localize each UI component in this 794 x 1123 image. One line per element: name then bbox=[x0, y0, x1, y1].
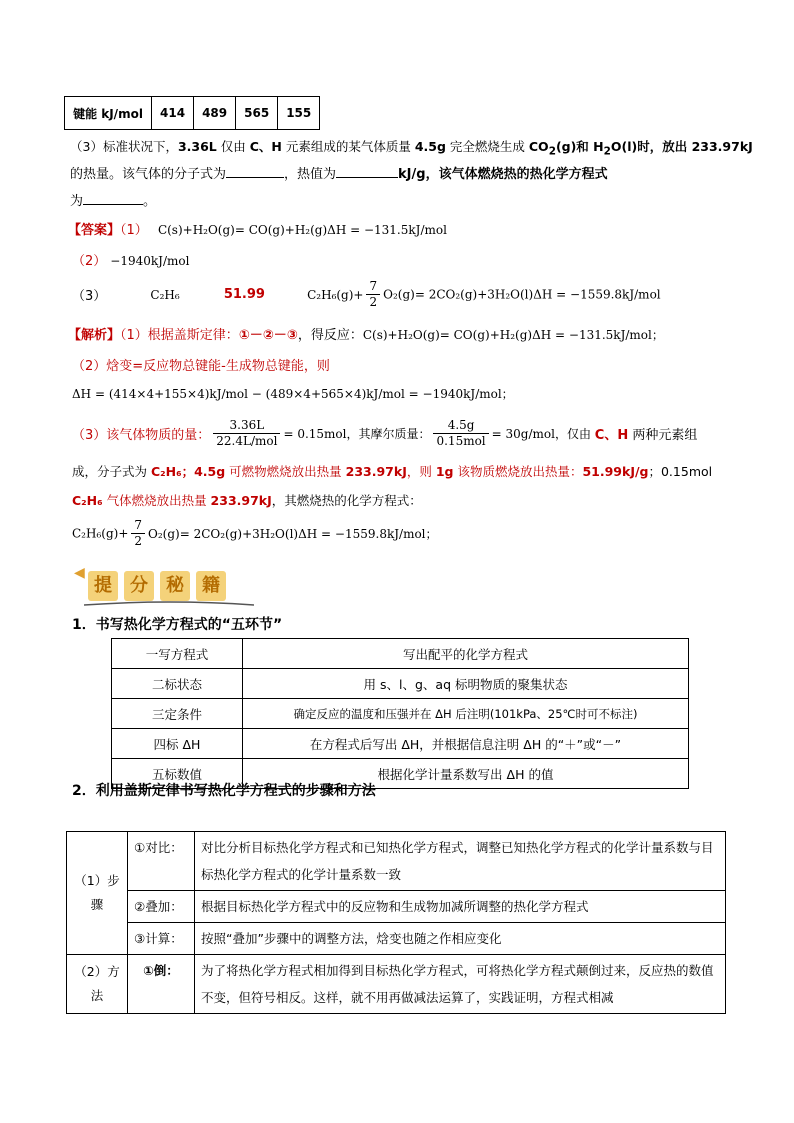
fraction: $\frac{7}{2}$ bbox=[131, 518, 145, 549]
fraction: $\frac{7}{2}$ bbox=[366, 279, 380, 310]
analysis-line-4: （3）该气体物质的量： $\frac{3.36L}{\text{22.4L/mol}}$ = 0.15mol，其摩尔质量： $\frac{4.5g}{\text{0.15mol}}$ = 30g/mol，仅由 C、H 两种元素组 bbox=[72, 418, 698, 448]
analysis-tag: 【解析】 bbox=[68, 328, 121, 343]
answer-tag: 【答案】 bbox=[68, 223, 121, 238]
table-row: ②叠加： 根据目标热化学方程式中的反应物和生成物加减所调整的热化学方程式 bbox=[67, 891, 726, 923]
question-3-line-3: 为 。 bbox=[70, 190, 156, 209]
banner-char: 秘 bbox=[160, 571, 190, 601]
banner-char: 籍 bbox=[196, 571, 226, 601]
table-row: ③计算： 按照“叠加”步骤中的调整方法，焓变也随之作相应变化 bbox=[67, 923, 726, 955]
analysis-line-6: C₂H₆ 气体燃烧放出热量 233.97kJ，其燃烧热的化学方程式： bbox=[72, 493, 422, 508]
section-1-title: 1．书写热化学方程式的“五环节” bbox=[72, 617, 283, 633]
steps-label: （1）步 骤 bbox=[67, 832, 128, 955]
analysis-line-7: C₂H₆(g)+ $\frac{7}{2}$ O₂(g)= 2CO₂(g)+3H₂O(l)ΔH = −1559.8kJ/mol； bbox=[72, 518, 438, 548]
question-3-line-1: （3）标准状况下，3.36L 仅由 C、H 元素组成的某气体质量 4.5g 完全燃烧生成 $CO_2(g)$和 $H_2O(l)$时，放出 233.97kJ bbox=[70, 139, 753, 158]
bond-energy-table bbox=[64, 96, 320, 130]
five-steps-table bbox=[111, 638, 689, 789]
bond-value: 565 bbox=[236, 97, 278, 130]
bond-table-label: 键能 kJ/mol bbox=[65, 97, 152, 130]
answer-blank bbox=[226, 163, 284, 178]
speaker-icon: ◀ bbox=[74, 565, 85, 581]
banner-char: 提 bbox=[88, 571, 118, 601]
banner-underline bbox=[84, 601, 254, 607]
analysis-line-2: （2）焓变=反应物总键能-生成物总键能，则 bbox=[72, 359, 330, 374]
bond-value: 414 bbox=[152, 97, 194, 130]
analysis-line-5: 成，分子式为 C₂H₆；4.5g 可燃物燃烧放出热量 233.97kJ，则 1g 该物质燃烧放出热量：51.99kJ/g；0.15mol bbox=[72, 464, 713, 479]
table-row: 三定条件 确定反应的温度和压强并在 ΔH 后注明(101kPa、25℃时可不标注) bbox=[112, 699, 689, 729]
answer-line-2: （2） −1940kJ/mol bbox=[72, 254, 190, 269]
table-row: 二标状态 用 s、l、g、aq 标明物质的聚集状态 bbox=[112, 669, 689, 699]
hess-law-table bbox=[66, 831, 726, 1014]
answer-line-3: （3） C₂H₆ 51.99 C₂H₆(g)+ $\frac{7}{2}$ O₂(g)= 2CO₂(g)+3H₂O(l)ΔH = −1559.8kJ/mol bbox=[72, 279, 661, 309]
banner-char: 分 bbox=[124, 571, 154, 601]
table-row: （1）步 骤 ①对比： 对比分析目标热化学方程式和已知热化学方程式，调整已知热化学方程式的化学计量系数与目标热化学方程式的化学计量系数一致 bbox=[67, 832, 726, 891]
table-row: 四标 ΔH 在方程式后写出 ΔH，并根据信息注明 ΔH 的“＋”或“－” bbox=[112, 729, 689, 759]
answer-blank bbox=[83, 190, 143, 205]
analysis-line-3: ΔH = (414×4+155×4)kJ/mol − (489×4+565×4)kJ/mol = −1940kJ/mol； bbox=[72, 387, 514, 401]
table-row bbox=[65, 97, 320, 130]
question-3-line-2: 的热量。该气体的分子式为 ，热值为 kJ/g，该气体燃烧热的热化学方程式 bbox=[70, 163, 608, 182]
table-row: （2）方 法 ①倒： 为了将热化学方程式相加得到目标热化学方程式，可将热化学方程式颠倒过来，反应热的数值不变，但符号相反。这样，就不用再做减法运算了，实践证明，方程式相减 bbox=[67, 955, 726, 1014]
method-label: （2）方 法 bbox=[67, 955, 128, 1014]
table-row: 五标数值 根据化学计量系数写出 ΔH 的值 bbox=[112, 759, 689, 789]
answer-line-1: 【答案】（1） C(s)+H₂O(g)= CO(g)+H₂(g)ΔH = −131.5kJ/mol bbox=[68, 223, 447, 238]
section-2-title: 2．利用盖斯定律书写热化学方程式的步骤和方法 bbox=[72, 783, 376, 799]
table-row: 一写方程式 写出配平的化学方程式 bbox=[112, 639, 689, 669]
analysis-line-1: 【解析】（1）根据盖斯定律：①－②－③，得反应：C(s)+H₂O(g)= CO(g)+H₂(g)ΔH = −131.5kJ/mol； bbox=[68, 328, 664, 343]
bond-value: 489 bbox=[194, 97, 236, 130]
tips-banner bbox=[74, 565, 244, 605]
fraction: $\frac{3.36L}{\text{22.4L/mol}}$ bbox=[213, 418, 280, 449]
bond-value: 155 bbox=[278, 97, 320, 130]
fraction: $\frac{4.5g}{\text{0.15mol}}$ bbox=[433, 418, 488, 449]
answer-blank bbox=[336, 163, 398, 178]
